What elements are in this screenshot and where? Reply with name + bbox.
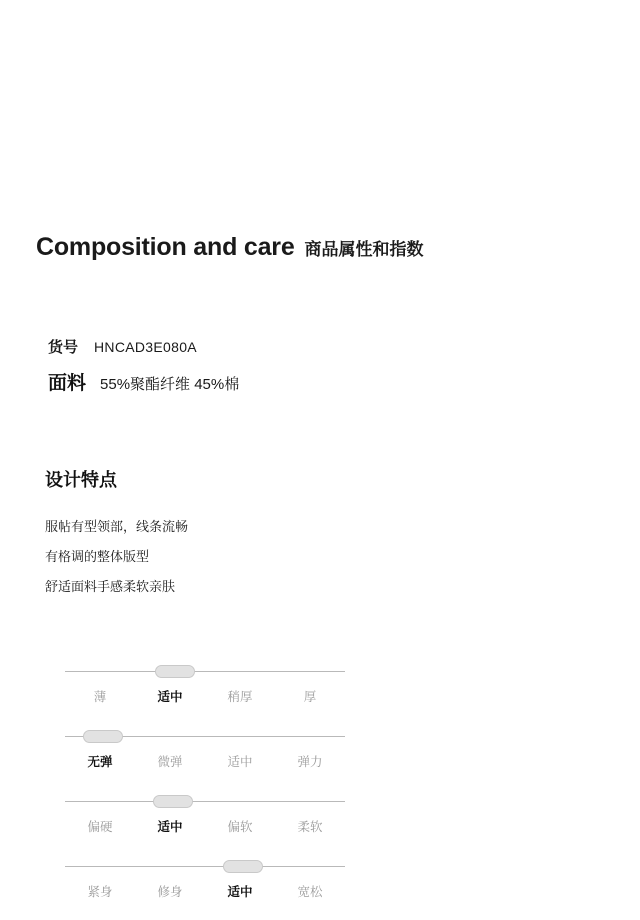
attribute-sliders — [65, 660, 345, 920]
slider-option[interactable]: 柔软 — [297, 820, 323, 834]
slider-thumb[interactable] — [153, 795, 193, 808]
page-title-chinese: 商品属性和指数 — [304, 240, 424, 259]
slider-option[interactable]: 厚 — [303, 690, 317, 704]
slider-option[interactable]: 偏硬 — [87, 820, 113, 834]
slider-thumb[interactable] — [223, 860, 263, 873]
fabric-label: 面料 — [48, 373, 87, 394]
slider-option[interactable]: 适中 — [227, 755, 253, 769]
slider-option-selected[interactable]: 适中 — [227, 885, 253, 899]
slider-thumb[interactable] — [155, 665, 195, 678]
slider-softness[interactable] — [65, 790, 345, 855]
slider-option-selected[interactable]: 无弹 — [87, 755, 113, 769]
list-item: 服帖有型领部，线条流畅 — [45, 519, 189, 534]
spec-row-code — [48, 336, 197, 357]
list-item: 舒适面料手感柔软亲肤 — [45, 579, 176, 594]
slider-fit[interactable] — [65, 855, 345, 920]
page-title — [36, 233, 424, 262]
slider-option[interactable]: 稍厚 — [227, 690, 253, 704]
slider-option-selected[interactable]: 适中 — [157, 820, 183, 834]
slider-option[interactable]: 紧身 — [87, 885, 113, 899]
slider-option[interactable]: 宽松 — [297, 885, 323, 899]
slider-option-selected[interactable]: 适中 — [157, 690, 183, 704]
code-label: 货号 — [48, 339, 79, 356]
slider-labels — [65, 687, 345, 705]
design-features-list — [45, 512, 188, 602]
slider-labels — [65, 882, 345, 900]
spec-row-fabric — [48, 368, 239, 395]
page-title-english: Composition and care — [36, 233, 295, 261]
slider-thumb[interactable] — [83, 730, 123, 743]
code-value: HNCAD3E080A — [94, 339, 197, 355]
slider-track — [65, 671, 345, 672]
slider-labels — [65, 752, 345, 770]
slider-option[interactable]: 修身 — [157, 885, 183, 899]
slider-track — [65, 866, 345, 867]
slider-option[interactable]: 薄 — [93, 690, 107, 704]
slider-elasticity[interactable] — [65, 725, 345, 790]
slider-thickness[interactable] — [65, 660, 345, 725]
fabric-value: 55%聚酯纤维 45%棉 — [100, 376, 240, 393]
list-item: 有格调的整体版型 — [45, 549, 150, 564]
slider-option[interactable]: 弹力 — [297, 755, 323, 769]
slider-labels — [65, 817, 345, 835]
slider-option[interactable]: 偏软 — [227, 820, 253, 834]
slider-option[interactable]: 微弹 — [157, 755, 183, 769]
design-features-heading: 设计特点 — [45, 470, 117, 490]
slider-track — [65, 801, 345, 802]
